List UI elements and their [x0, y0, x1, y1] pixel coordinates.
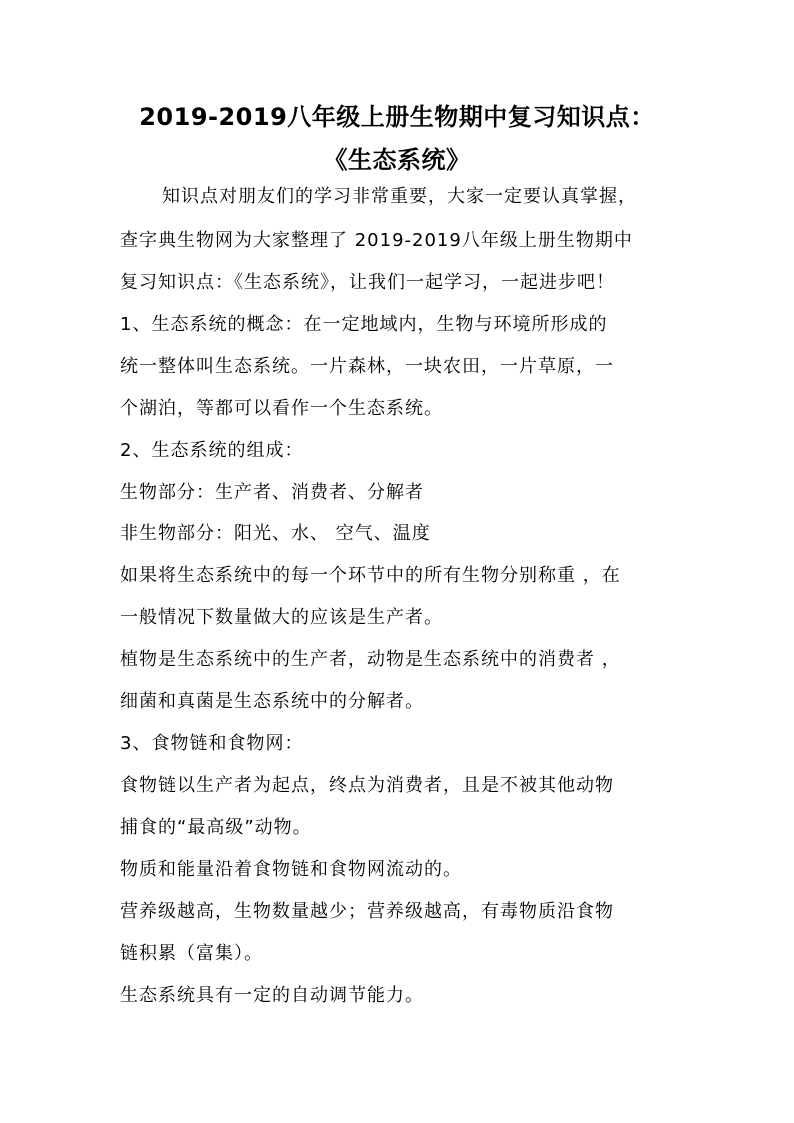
paragraph-line: 食物链以生产者为起点，终点为消费者，且是不被其他动物: [120, 775, 614, 796]
paragraph-line: 链积累（富集）。: [120, 943, 263, 964]
paragraph-line: 复习知识点：《生态系统》，让我们一起学习，一起进步吧！: [120, 272, 615, 293]
paragraph-line: 一般情况下数量做大的应该是生产者。: [120, 607, 443, 628]
paragraph-line: 植物是生态系统中的生产者，动物是生态系统中的消费者 ，: [120, 649, 621, 670]
paragraph-line: 知识点对朋友们的学习非常重要，大家一定要认真掌握，: [162, 186, 637, 207]
paragraph-line: 个湖泊，等都可以看作一个生态系统。: [120, 398, 443, 419]
section-heading: 3、食物链和食物网：: [120, 733, 304, 754]
paragraph-line: 细菌和真菌是生态系统中的分解者。: [120, 691, 424, 712]
paragraph-line: 统一整体叫生态系统。一片森林，一块农田，一片草原，一: [120, 356, 614, 377]
paragraph-line: 营养级越高，生物数量越少；营养级越高，有毒物质沿食物: [120, 901, 614, 922]
paragraph-line: 非生物部分：阳光、水、 空气、温度: [120, 523, 431, 544]
document-title-line-2: 《生态系统》: [323, 146, 471, 174]
section-heading: 2、生态系统的组成：: [120, 440, 304, 461]
paragraph-line: 生物部分：生产者、消费者、分解者: [120, 482, 424, 503]
paragraph-line: 捕食的“最高级”动物。: [120, 817, 312, 838]
paragraph-line: 如果将生态系统中的每一个环节中的所有生物分别称重 ，在: [120, 565, 621, 586]
document-title-line-1: 2019-2019八年级上册生物期中复习知识点：: [139, 103, 655, 131]
paragraph-line: 1、生态系统的概念：在一定地域内，生物与环境所形成的: [120, 314, 608, 335]
paragraph-line: 物质和能量沿着食物链和食物网流动的。: [120, 859, 462, 880]
paragraph-line: 查字典生物网为大家整理了 2019-2019八年级上册生物期中: [120, 230, 633, 251]
paragraph-line: 生态系统具有一定的自动调节能力。: [120, 985, 424, 1006]
